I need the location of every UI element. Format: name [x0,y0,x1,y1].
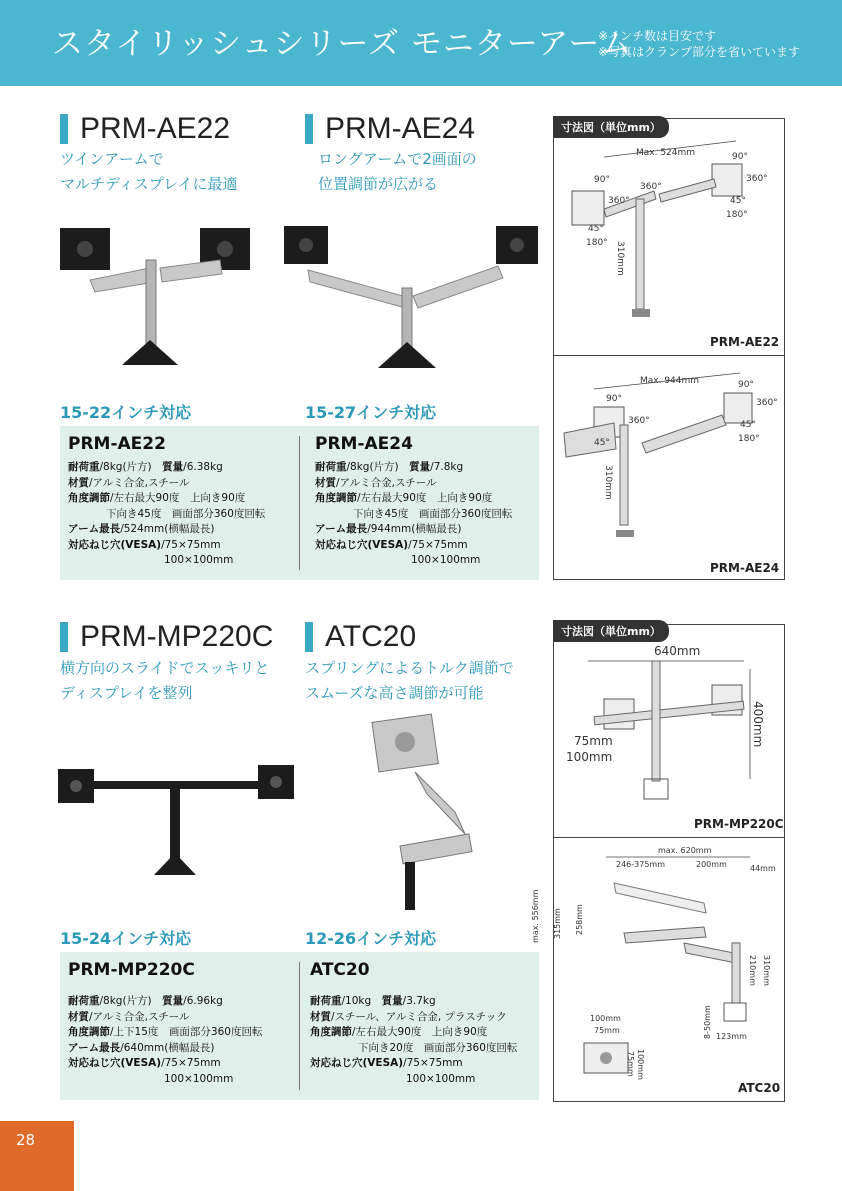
spec-arm: アーム最長/944mm(横幅最長) [315,523,462,535]
tagline-line: ツインアームで [60,150,164,168]
svg-text:360°: 360° [640,182,662,192]
product-photo-ae24 [278,218,540,370]
dimension-tag-2: 寸法図（単位mm） [553,620,669,642]
product-photo-atc20 [355,712,505,922]
spec-vesa-cont: 100×100mm [411,554,481,566]
svg-text:8-50mm: 8-50mm [703,1005,712,1039]
svg-text:310mm: 310mm [603,465,613,500]
product-photo-mp220c [50,755,304,885]
dimension-divider [554,355,784,356]
svg-text:90°: 90° [594,175,610,185]
spec-model-name: PRM-AE22 [68,434,166,454]
dimension-label-ae22: PRM-AE22 [710,335,780,349]
page-number: 28 [16,1131,36,1149]
svg-text:258mm: 258mm [575,904,584,935]
svg-text:Max. 944mm: Max. 944mm [640,376,700,386]
spec-angle-cont: 下向き45度 画面部分360度回転 [106,507,266,520]
spec-ae22 [68,434,265,569]
spec-vesa-cont: 100×100mm [164,554,234,566]
svg-text:640mm: 640mm [654,644,701,658]
spec-vesa: 対応ねじ穴(VESA)/75×75mm [315,538,468,551]
svg-text:100mm: 100mm [566,750,613,764]
heading-bar [60,114,68,144]
tagline-mp220c [60,656,269,706]
spec-vesa: 対応ねじ穴(VESA)/75×75mm [68,1057,221,1069]
svg-text:210mm: 210mm [748,955,757,986]
tagline-atc20 [305,656,514,706]
spec-mp220c [68,960,262,1087]
product-photo-ae22 [50,220,290,370]
model-name: PRM-MP220C [80,620,274,653]
svg-text:75mm: 75mm [594,1026,620,1035]
model-heading-mp220c [60,620,273,654]
svg-text:100mm: 100mm [590,1014,621,1023]
svg-text:200mm: 200mm [696,860,727,869]
svg-text:310mm: 310mm [762,955,771,986]
dim-max: Max. 524mm [636,148,696,158]
page-number-block [0,1121,74,1191]
note-photo: ※写真はクランプ部分を省いています [598,45,801,59]
svg-text:360°: 360° [756,398,778,408]
spec-material: 材質/スチール、アルミ合金, プラスチック [310,1010,507,1023]
spec-vesa-cont: 100×100mm [164,1072,234,1085]
svg-text:315mm: 315mm [553,908,562,939]
svg-text:45°: 45° [594,438,610,448]
svg-text:45°: 45° [740,420,756,430]
spec-load: 耐荷重/8kg(片方) 質量/7.8kg [315,461,464,473]
spec-divider [299,436,300,570]
spec-box-row2 [60,952,539,1100]
tagline-ae22 [60,147,237,197]
page-header [0,0,842,86]
tagline-line: マルチディスプレイに最適 [60,175,238,193]
heading-bar [305,114,313,144]
svg-text:75mm: 75mm [626,1051,635,1077]
dimension-frame-ae [553,118,785,580]
tagline-ae24 [318,147,477,197]
spec-material: 材質/アルミ合金,スチール [68,476,190,489]
size-mp220c: 15-24インチ対応 [60,929,192,948]
svg-text:max. 620mm: max. 620mm [658,846,712,855]
spec-angle-cont: 下向き45度 画面部分360度回転 [353,507,513,520]
tagline-line: スプリングによるトルク調節で [305,659,514,677]
model-heading-atc20 [305,620,416,654]
spec-material: 材質/アルミ合金,スチール [315,476,437,489]
svg-text:max. 556mm: max. 556mm [531,889,540,943]
size-ae22: 15-22インチ対応 [60,403,192,422]
spec-model-name: PRM-MP220C [68,960,195,980]
heading-bar [60,622,68,652]
spec-angle: 角度調節/左右最大90度 上向き90度 [315,492,493,504]
svg-text:90°: 90° [606,394,622,404]
svg-text:90°: 90° [738,380,754,390]
dimension-drawing-mp220c [554,639,784,819]
svg-text:90°: 90° [732,152,748,162]
model-name: PRM-AE22 [80,112,231,145]
svg-text:45°: 45° [730,196,746,206]
tagline-line: スムーズな高さ調節が可能 [305,684,484,702]
model-heading-ae22 [60,112,230,146]
spec-load: 耐荷重/8kg(片方) 質量/6.38kg [68,461,223,473]
size-atc20: 12-26インチ対応 [305,929,437,948]
dimension-label-mp220c: PRM-MP220C [694,817,784,831]
spec-arm: アーム最長/524mm(横幅最長) [68,523,215,535]
svg-text:360°: 360° [628,416,650,426]
model-heading-ae24 [305,112,475,146]
spec-vesa: 対応ねじ穴(VESA)/75×75mm [310,1057,463,1069]
spec-model-name: PRM-AE24 [315,434,413,454]
spec-divider [299,962,300,1090]
tagline-line: ディスプレイを整列 [60,684,193,702]
tagline-line: ロングアームで2画面の [318,150,477,168]
spec-atc20 [310,960,517,1087]
spec-angle-cont: 下向き20度 画面部分360度回転 [358,1041,518,1054]
spec-model-name: ATC20 [310,960,370,980]
spec-angle: 角度調節/左右最大90度 上向き90度 [310,1026,488,1038]
svg-text:310mm: 310mm [615,241,625,276]
spec-load: 耐荷重/10kg 質量/3.7kg [310,995,436,1007]
svg-text:360°: 360° [746,174,768,184]
dimension-divider [554,837,784,838]
spec-load: 耐荷重/8kg(片方) 質量/6.96kg [68,995,223,1007]
note-inch: ※インチ数は目安です [598,29,717,43]
svg-text:75mm: 75mm [574,734,613,748]
svg-text:100mm: 100mm [636,1049,645,1080]
spec-box-row1 [60,426,539,580]
dimension-drawing-ae22 [554,139,784,349]
dimension-drawing-ae24 [554,365,784,555]
svg-text:123mm: 123mm [716,1032,747,1041]
dimension-drawing-atc20 [531,843,784,1081]
size-ae24: 15-27インチ対応 [305,403,437,422]
spec-angle: 角度調節/左右最大90度 上向き90度 [68,492,246,504]
svg-text:180°: 180° [726,210,748,220]
spec-material: 材質/アルミ合金,スチール [68,1010,190,1023]
svg-text:246-375mm: 246-375mm [616,860,666,869]
model-name: ATC20 [325,620,417,653]
model-name: PRM-AE24 [325,112,476,145]
spec-angle: 角度調節/上下15度 画面部分360度回転 [68,1026,263,1038]
dimension-frame-2 [531,624,785,1102]
dimension-label-atc20: ATC20 [738,1081,781,1095]
dimension-tag-1: 寸法図（単位mm） [553,116,669,138]
page-title: スタイリッシュシリーズ モニターアーム [52,26,633,62]
svg-text:44mm: 44mm [750,864,776,873]
tagline-line: 位置調節が広がる [318,175,439,193]
spec-ae24 [315,434,512,569]
spec-arm: アーム最長/640mm(横幅最長) [68,1041,215,1054]
svg-text:360°: 360° [608,196,630,206]
spec-vesa: 対応ねじ穴(VESA)/75×75mm [68,538,221,551]
heading-bar [305,622,313,652]
tagline-line: 横方向のスライドでスッキリと [60,659,270,677]
svg-text:180°: 180° [586,238,608,248]
svg-text:45°: 45° [588,224,604,234]
dimension-label-ae24: PRM-AE24 [710,561,780,575]
svg-text:400mm: 400mm [751,701,765,748]
spec-vesa-cont: 100×100mm [406,1072,476,1085]
svg-text:180°: 180° [738,434,760,444]
